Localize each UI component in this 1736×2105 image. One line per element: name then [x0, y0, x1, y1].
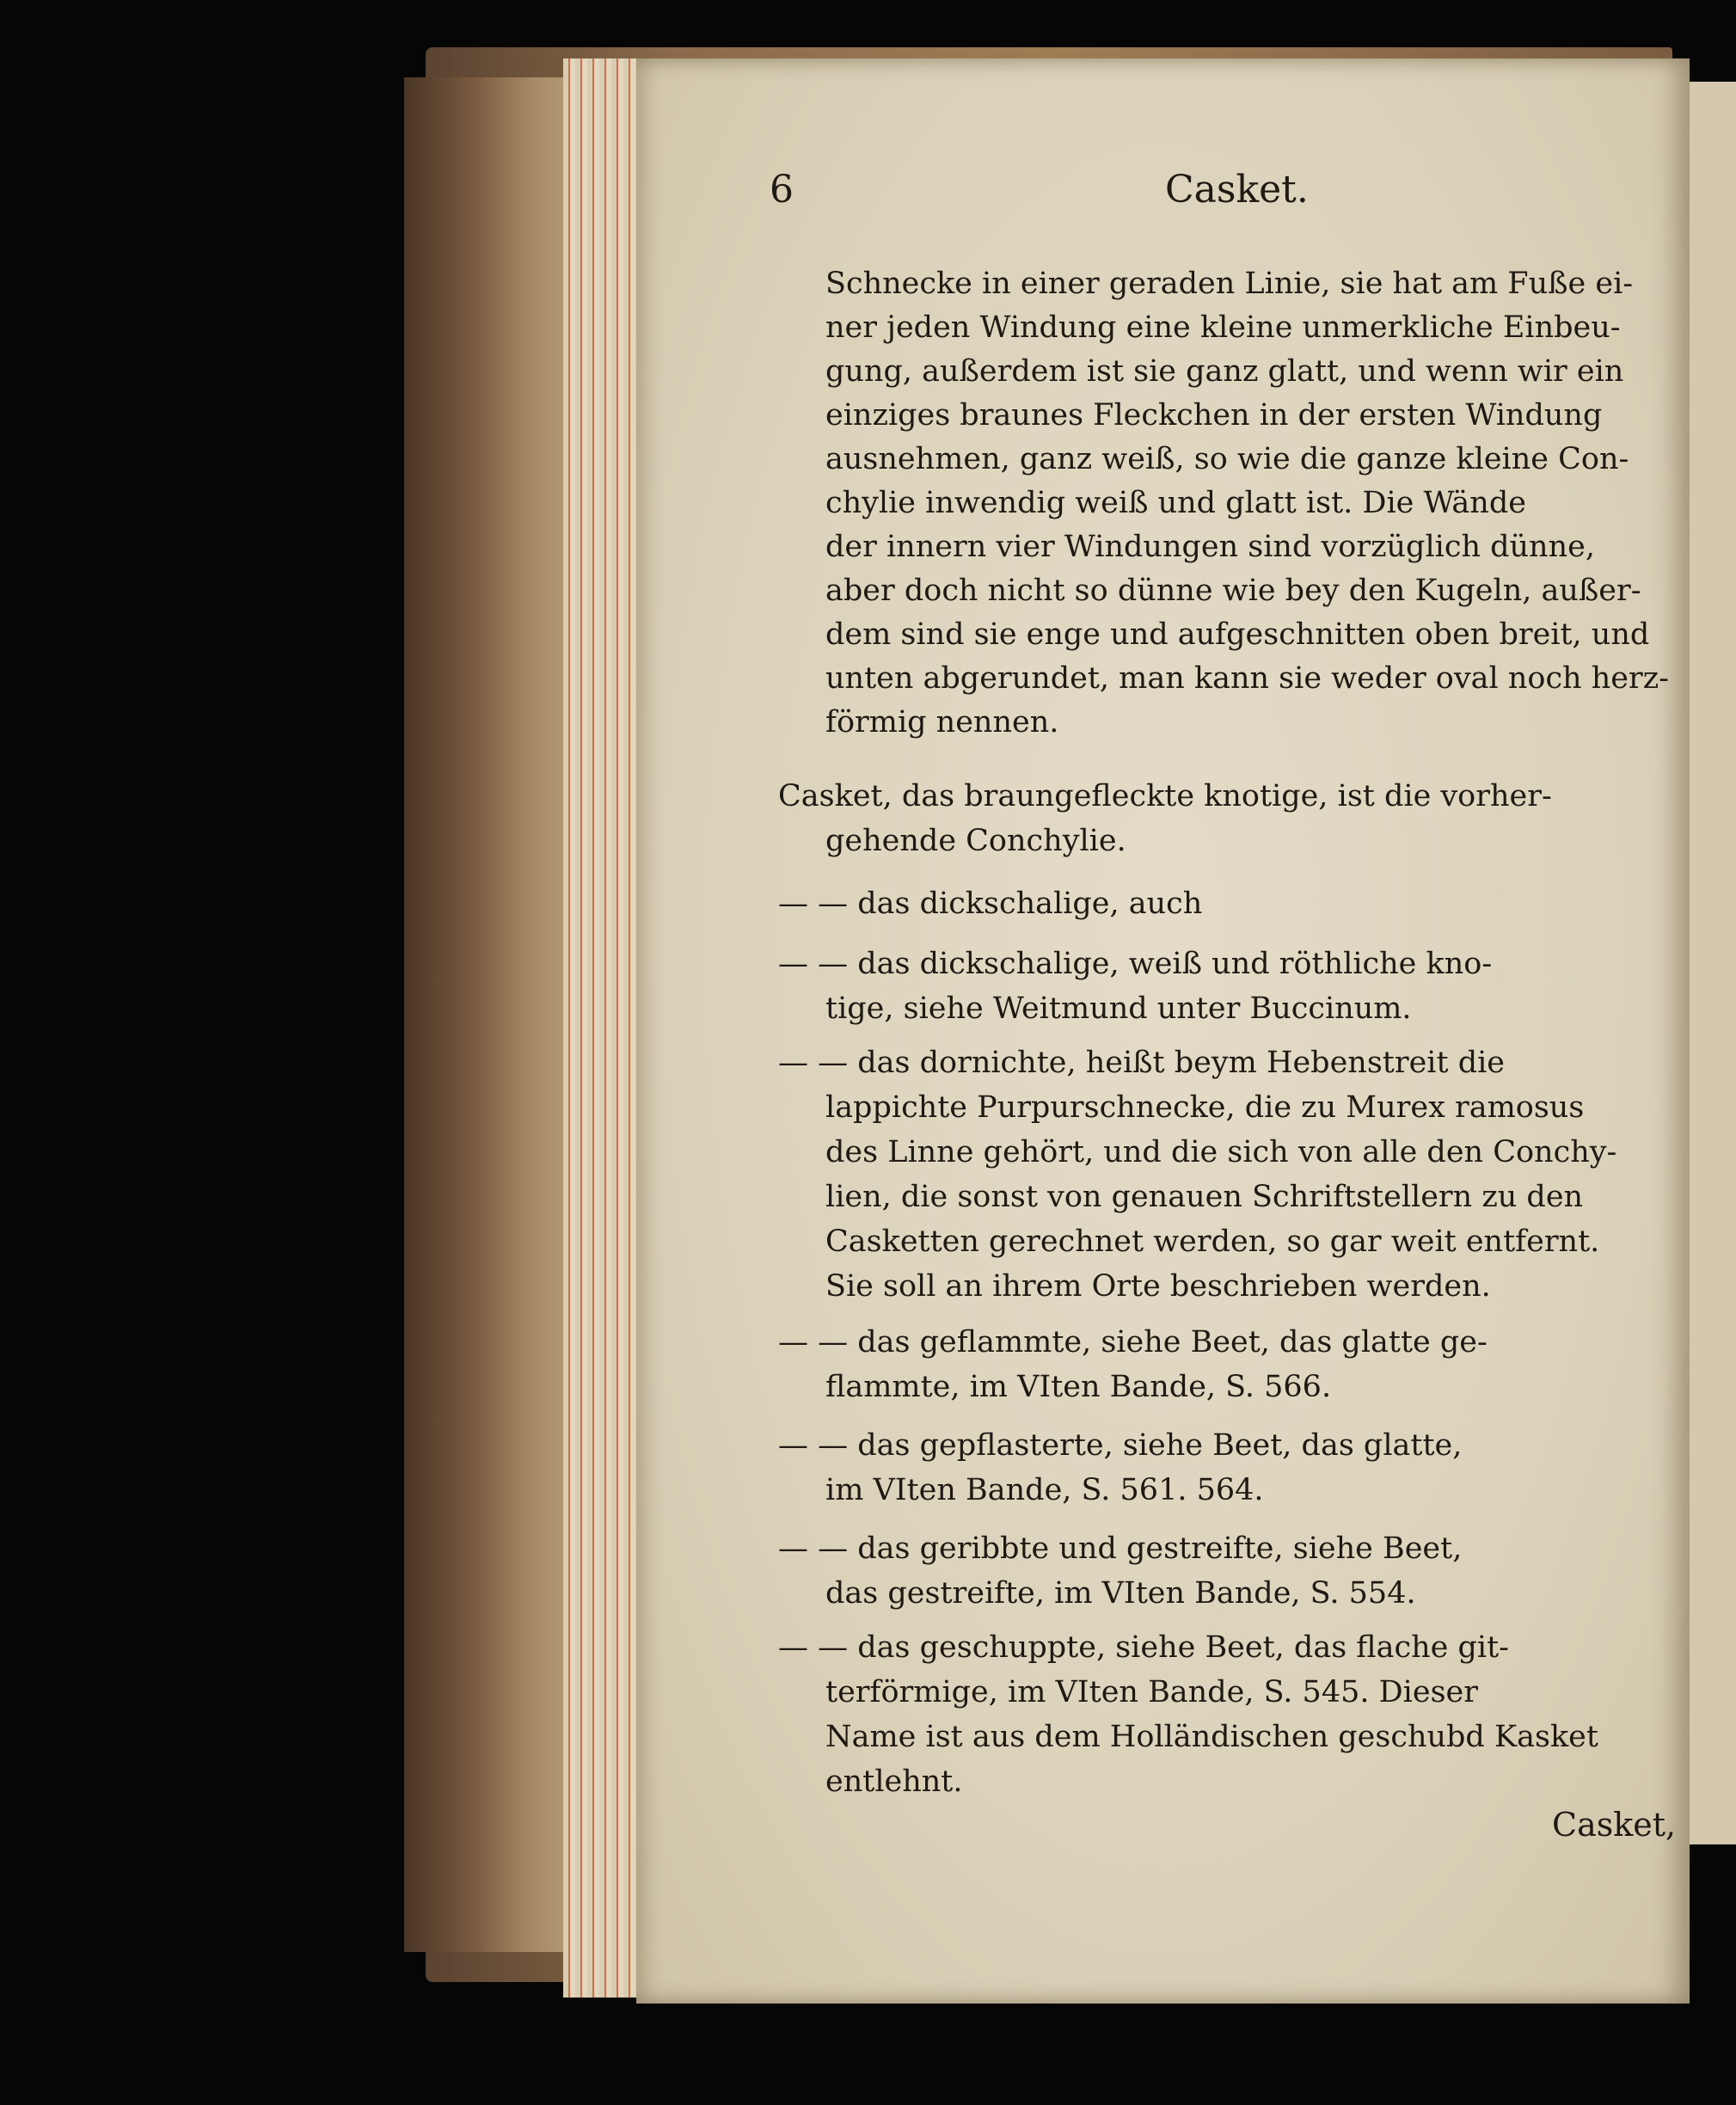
entry-line: — — das dickschalige, auch	[778, 887, 1203, 921]
entry-line: im VIten Bande, S. 561. 564.	[825, 1473, 1264, 1507]
entry-dickschalige	[778, 881, 1677, 926]
text-line: chylie inwendig weiß und glatt ist. Die Wände	[825, 486, 1526, 520]
entry-line: Sie soll an ihrem Orte beschrieben werden.	[825, 1269, 1491, 1304]
entry-braungefleckte	[778, 774, 1677, 863]
entry-line: — — das dornichte, heißt beym Hebenstreit die	[778, 1046, 1506, 1080]
entry-line: — — das gepflasterte, siehe Beet, das glatte,	[778, 1428, 1463, 1463]
text-line: unten abgerundet, man kann sie weder oval noch herz-	[825, 661, 1669, 696]
entry-line: lien, die sonst von genauen Schriftstellern zu den	[825, 1180, 1584, 1214]
facing-page-edge	[1685, 82, 1736, 1844]
entry-line: das gestreifte, im VIten Bande, S. 554.	[825, 1576, 1416, 1611]
running-title: Casket.	[1165, 168, 1309, 212]
entry-geflammte	[778, 1320, 1677, 1409]
entry-dickschalige-weiss	[778, 942, 1677, 1031]
entry-line: — — das geribbte und gestreifte, siehe Beet,	[778, 1531, 1463, 1566]
entry-line: — — das geflammte, siehe Beet, das glatte ge-	[778, 1325, 1488, 1359]
entry-dornichte	[778, 1040, 1677, 1309]
entry-geribbte	[778, 1526, 1677, 1616]
entry-line: entlehnt.	[825, 1764, 963, 1799]
entry-line: des Linne gehört, und die sich von alle den Conchy-	[825, 1135, 1617, 1169]
page-header	[770, 168, 1672, 228]
text-line: aber doch nicht so dünne wie bey den Kugeln, außer-	[825, 574, 1641, 608]
entry-geschuppte	[778, 1625, 1677, 1804]
page-edges	[563, 58, 641, 1998]
entry-line: terförmige, im VIten Bande, S. 545. Dieser	[825, 1675, 1478, 1709]
entry-line: lappichte Purpurschnecke, die zu Murex ramosus	[825, 1090, 1585, 1125]
text-line: einziges braunes Fleckchen in der ersten Windung	[825, 398, 1603, 433]
entry-line: — — das geschuppte, siehe Beet, das flache git-	[778, 1630, 1509, 1665]
catchword: Casket,	[1552, 1806, 1677, 1844]
text-line: Schnecke in einer geraden Linie, sie hat am Fuße ei-	[825, 267, 1634, 301]
entry-line: Name ist aus dem Holländischen geschubd Kasket	[825, 1720, 1598, 1754]
text-line: der innern vier Windungen sind vorzüglich dünne,	[825, 530, 1595, 564]
text-line: dem sind sie enge und aufgeschnitten oben breit, und	[825, 617, 1650, 652]
page-number: 6	[770, 168, 794, 212]
text-line: ner jeden Windung eine kleine unmerkliche Einbeu-	[825, 310, 1621, 345]
entry-line: Casketten gerechnet werden, so gar weit entfernt.	[825, 1224, 1600, 1259]
entry-line: — — das dickschalige, weiß und röthliche kno-	[778, 947, 1493, 981]
entry-line: flammte, im VIten Bande, S. 566.	[825, 1370, 1332, 1404]
continuation-paragraph	[825, 262, 1677, 745]
text-line: förmig nennen.	[825, 705, 1059, 740]
text-line: ausnehmen, ganz weiß, so wie die ganze kleine Con-	[825, 442, 1629, 476]
entry-line: Casket, das braungefleckte knotige, ist die vorher-	[778, 779, 1552, 813]
entry-line: tige, siehe Weitmund unter Buccinum.	[825, 991, 1412, 1026]
text-line: gung, außerdem ist sie ganz glatt, und wenn wir ein	[825, 354, 1624, 389]
entry-gepflasterte	[778, 1423, 1677, 1513]
cover-flap	[404, 77, 585, 1952]
entry-line: gehende Conchylie.	[825, 824, 1126, 858]
